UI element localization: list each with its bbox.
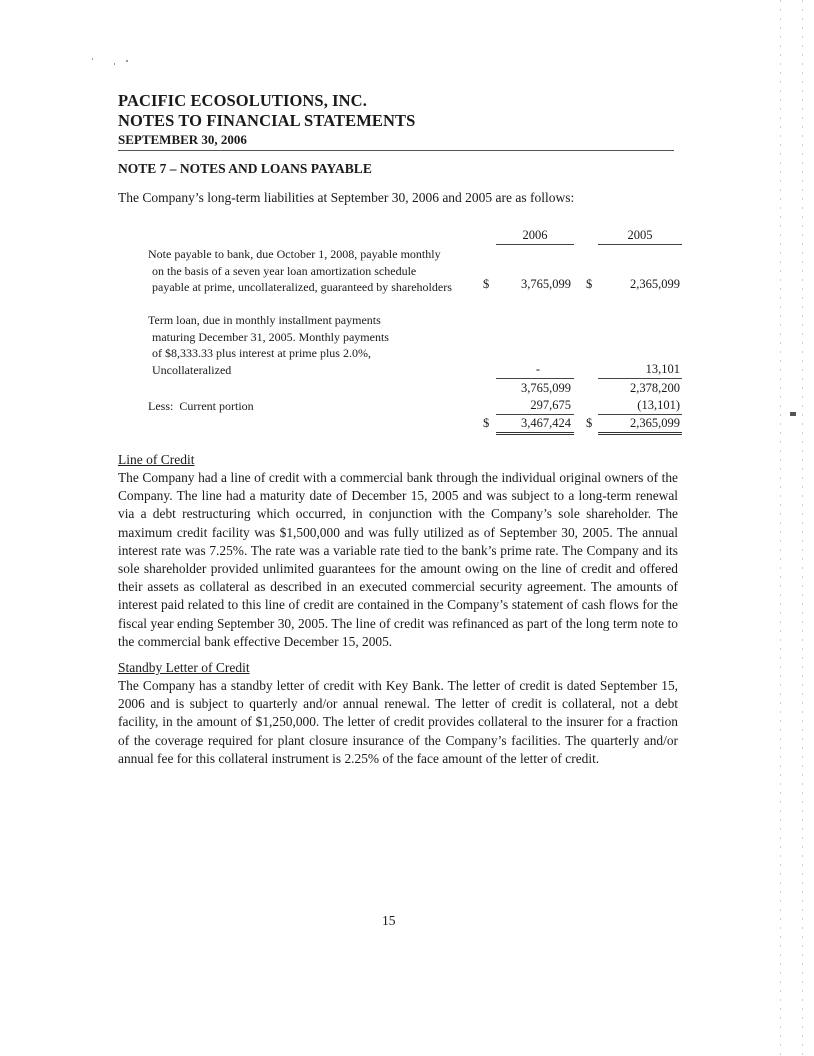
page-number: 15 (382, 913, 396, 928)
grand-total-rule (496, 432, 574, 435)
note-title: NOTE 7 – NOTES AND LOANS PAYABLE (118, 161, 372, 176)
scan-edge (780, 0, 781, 1056)
currency-symbol: $ (483, 277, 490, 291)
total-rule (496, 414, 574, 415)
row-description-line: Note payable to bank, due October 1, 2008, payable monthly (148, 247, 441, 261)
currency-symbol: $ (586, 277, 593, 291)
amount-2006: 3,765,099 (521, 277, 571, 291)
column-header-2005: 2005 (598, 228, 682, 245)
total-rule (598, 414, 682, 415)
row-description-line: maturing December 31, 2005. Monthly payments (152, 329, 389, 344)
subtotal-rule (598, 378, 682, 379)
row-description (148, 312, 389, 378)
scan-speck (790, 412, 796, 416)
amount-2005: 2,365,099 (630, 277, 680, 291)
row-label: Less: Current portion (148, 399, 254, 413)
total-2005: 2,365,099 (630, 416, 680, 430)
grand-total-rule (598, 432, 682, 435)
scan-speck (114, 63, 115, 65)
row-description-line: Term loan, due in monthly installment payments (148, 313, 381, 327)
row-description-line: payable at prime, uncollateralized, guaranteed by shareholders (152, 280, 452, 294)
document-header (118, 91, 672, 149)
currency-symbol: $ (483, 416, 490, 430)
section-heading-line-of-credit: Line of Credit (118, 452, 195, 467)
statement-date: SEPTEMBER 30, 2006 (118, 132, 247, 147)
section-heading-standby-letter: Standby Letter of Credit (118, 660, 250, 675)
subtotal-rule (496, 378, 574, 379)
company-name: PACIFIC ECOSOLUTIONS, INC. (118, 91, 367, 110)
section-body-standby-letter: The Company has a standby letter of credit with Key Bank. The letter of credit is dated September 15, 2006 and is subject to quarterly and/or annual renewal. The letter of credit is collateral, not a debt facility, in the amount of $1,250,000. The letter of credit provides collateral to the insurer for a fraction of the coverage required for plant closure insurance of the Company’s facilities. The quarterly and/or annual fee for this collateral instrument is 2.25% of the face amount of the letter of credit. (118, 678, 678, 766)
amount-2005: 13,101 (645, 362, 680, 376)
current-portion-2005: (13,101) (637, 398, 680, 412)
scan-speck (126, 60, 128, 62)
subtotal-2005: 2,378,200 (630, 381, 680, 395)
header-divider (118, 150, 674, 151)
subtotal-2006: 3,765,099 (521, 381, 571, 395)
scan-edge (802, 0, 803, 1056)
column-header-2006: 2006 (496, 228, 574, 245)
row-description (148, 246, 452, 296)
total-2006: 3,467,424 (521, 416, 571, 430)
row-description-line: Uncollateralized (152, 362, 232, 377)
current-portion-2006: 297,675 (530, 398, 571, 412)
currency-symbol: $ (586, 416, 593, 430)
section-body-line-of-credit: The Company had a line of credit with a commercial bank through the individual original owners of the Company. The line had a maturity date of December 15, 2005 and was subject to a long-term renewal via a debt restructuring which occurred, in conjunction with the Company’s sole shareholder. The maximum credit facility was $1,500,000 and was fully utilized as of September 30, 2005. The annual interest rate was 7.25%. The rate was a variable rate tied to the bank’s prime rate. The Company and its sole shareholder provided unlimited guarantees for the amount owing on the line of credit and offered their assets as collateral as described in an executed commercial security agreement. The amounts of interest paid related to this line of credit are contained in the Company’s statement of cash flows for the fiscal year ending September 30, 2005. The line of credit was refinanced as part of the long term note to the commercial bank effective December 15, 2005. (118, 470, 678, 649)
amount-2006: - (535, 362, 540, 376)
document-title: NOTES TO FINANCIAL STATEMENTS (118, 111, 416, 130)
note-intro: The Company’s long-term liabilities at September 30, 2006 and 2005 are as follows: (118, 190, 575, 205)
scan-speck (92, 58, 93, 60)
row-description-line: on the basis of a seven year loan amortization schedule (152, 263, 417, 278)
row-description-line: of $8,333.33 plus interest at prime plus 2.0%, (152, 346, 371, 360)
